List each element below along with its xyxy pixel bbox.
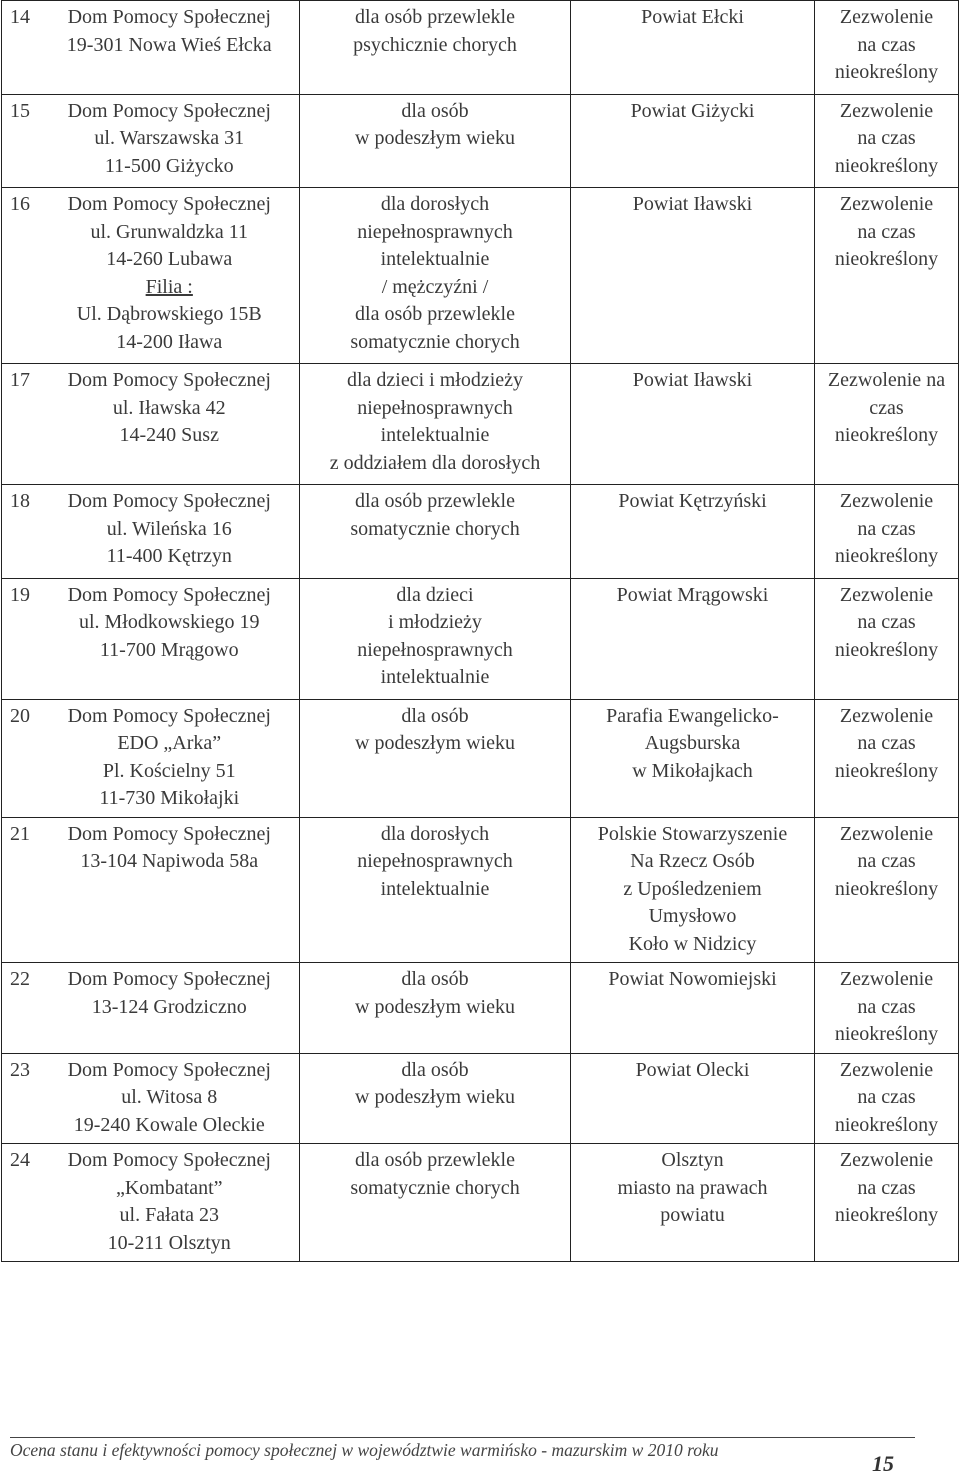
- managing-body: Powiat Iławski: [571, 364, 815, 485]
- managing-body: Powiat Kętrzyński: [571, 485, 815, 579]
- table-row: [2, 578, 959, 699]
- page-number: 15: [872, 1451, 894, 1476]
- facility-name-address: Dom Pomocy Społecznej ul. Witosa 8 19-240 Kowale Oleckie: [40, 1053, 300, 1144]
- managing-body: Powiat Iławski: [571, 188, 815, 364]
- facility-type: dla osób w podeszłym wieku: [300, 94, 571, 188]
- managing-body: Parafia Ewangelicko- Augsburska w Mikołajkach: [571, 699, 815, 817]
- facility-type: dla osób w podeszłym wieku: [300, 963, 571, 1054]
- managing-body: Powiat Nowomiejski: [571, 963, 815, 1054]
- row-number: 18: [2, 485, 40, 579]
- facility-name-address: Dom Pomocy Społecznej 13-104 Napiwoda 58a: [40, 817, 300, 963]
- facility-type: dla osób przewlekle psychicznie chorych: [300, 1, 571, 95]
- facility-name-address: Dom Pomocy Społecznej EDO „Arka” Pl. Kościelny 51 11-730 Mikołajki: [40, 699, 300, 817]
- permit-status: Zezwolenie na czas nieokreślony: [815, 188, 959, 364]
- facility-name-address: Dom Pomocy Społecznej 13-124 Grodziczno: [40, 963, 300, 1054]
- permit-status: Zezwolenie na czas nieokreślony: [815, 1144, 959, 1262]
- footer-divider: [10, 1437, 915, 1438]
- managing-body: Powiat Giżycki: [571, 94, 815, 188]
- row-number: 19: [2, 578, 40, 699]
- facility-type: dla osób w podeszłym wieku: [300, 699, 571, 817]
- facility-name-address: Dom Pomocy Społecznej „Kombatant” ul. Fałata 23 10-211 Olsztyn: [40, 1144, 300, 1262]
- facility-type: dla osób przewlekle somatycznie chorych: [300, 1144, 571, 1262]
- row-number: 21: [2, 817, 40, 963]
- facility-type: dla osób w podeszłym wieku: [300, 1053, 571, 1144]
- row-number: 20: [2, 699, 40, 817]
- row-number: 17: [2, 364, 40, 485]
- facility-name-address: Dom Pomocy Społecznej ul. Iławska 42 14-240 Susz: [40, 364, 300, 485]
- facility-name-address: Dom Pomocy Społecznej 19-301 Nowa Wieś Ełcka: [40, 1, 300, 95]
- row-number: 23: [2, 1053, 40, 1144]
- facility-type: dla dzieci i młodzieży niepełnosprawnych intelektualnie: [300, 578, 571, 699]
- row-number: 24: [2, 1144, 40, 1262]
- row-number: 15: [2, 94, 40, 188]
- footer-title: Ocena stanu i efektywności pomocy społecznej w województwie warmińsko - mazurskim w 2010 roku: [10, 1440, 719, 1460]
- table-row: [2, 94, 959, 188]
- managing-body: Polskie Stowarzyszenie Na Rzecz Osób z Upośledzeniem Umysłowo Koło w Nidzicy: [571, 817, 815, 963]
- facility-type: dla dorosłych niepełnosprawnych intelektualnie: [300, 817, 571, 963]
- managing-body: Olsztyn miasto na prawach powiatu: [571, 1144, 815, 1262]
- permit-status: Zezwolenie na czas nieokreślony: [815, 1, 959, 95]
- row-number: 14: [2, 1, 40, 95]
- permit-status: Zezwolenie na czas nieokreślony: [815, 94, 959, 188]
- managing-body: Powiat Ełcki: [571, 1, 815, 95]
- table-row: [2, 485, 959, 579]
- permit-status: Zezwolenie na czas nieokreślony: [815, 364, 959, 485]
- facility-name-address: [40, 188, 300, 364]
- table-row: [2, 963, 959, 1054]
- permit-status: Zezwolenie na czas nieokreślony: [815, 699, 959, 817]
- managing-body: Powiat Olecki: [571, 1053, 815, 1144]
- facility-type: dla osób przewlekle somatycznie chorych: [300, 485, 571, 579]
- permit-status: Zezwolenie na czas nieokreślony: [815, 963, 959, 1054]
- table-row: [2, 1, 959, 95]
- facility-type: dla dzieci i młodzieży niepełnosprawnych intelektualnie z oddziałem dla dorosłych: [300, 364, 571, 485]
- branch-label: Filia :: [145, 275, 193, 298]
- managing-body: Powiat Mrągowski: [571, 578, 815, 699]
- facility-type: dla dorosłych niepełnosprawnych intelektualnie / mężczyźni / dla osób przewlekle somatycznie chorych: [300, 188, 571, 364]
- dps-table: [1, 0, 959, 1262]
- row-number: 22: [2, 963, 40, 1054]
- table-row: [2, 699, 959, 817]
- facility-main-address: Dom Pomocy Społecznej ul. Grunwaldzka 11 14-260 Lubawa: [67, 193, 271, 270]
- table-row: [2, 1144, 959, 1262]
- table-row: [2, 1053, 959, 1144]
- permit-status: Zezwolenie na czas nieokreślony: [815, 485, 959, 579]
- branch-address: Ul. Dąbrowskiego 15B 14-200 Iława: [76, 303, 262, 353]
- permit-status: Zezwolenie na czas nieokreślony: [815, 817, 959, 963]
- table-row: [2, 188, 959, 364]
- row-number: 16: [2, 188, 40, 364]
- facility-name-address: Dom Pomocy Społecznej ul. Warszawska 31 11-500 Giżycko: [40, 94, 300, 188]
- permit-status: Zezwolenie na czas nieokreślony: [815, 578, 959, 699]
- permit-status: Zezwolenie na czas nieokreślony: [815, 1053, 959, 1144]
- table-row: [2, 364, 959, 485]
- facility-name-address: Dom Pomocy Społecznej ul. Wileńska 16 11-400 Kętrzyn: [40, 485, 300, 579]
- facility-name-address: Dom Pomocy Społecznej ul. Młodkowskiego 19 11-700 Mrągowo: [40, 578, 300, 699]
- table-row: [2, 817, 959, 963]
